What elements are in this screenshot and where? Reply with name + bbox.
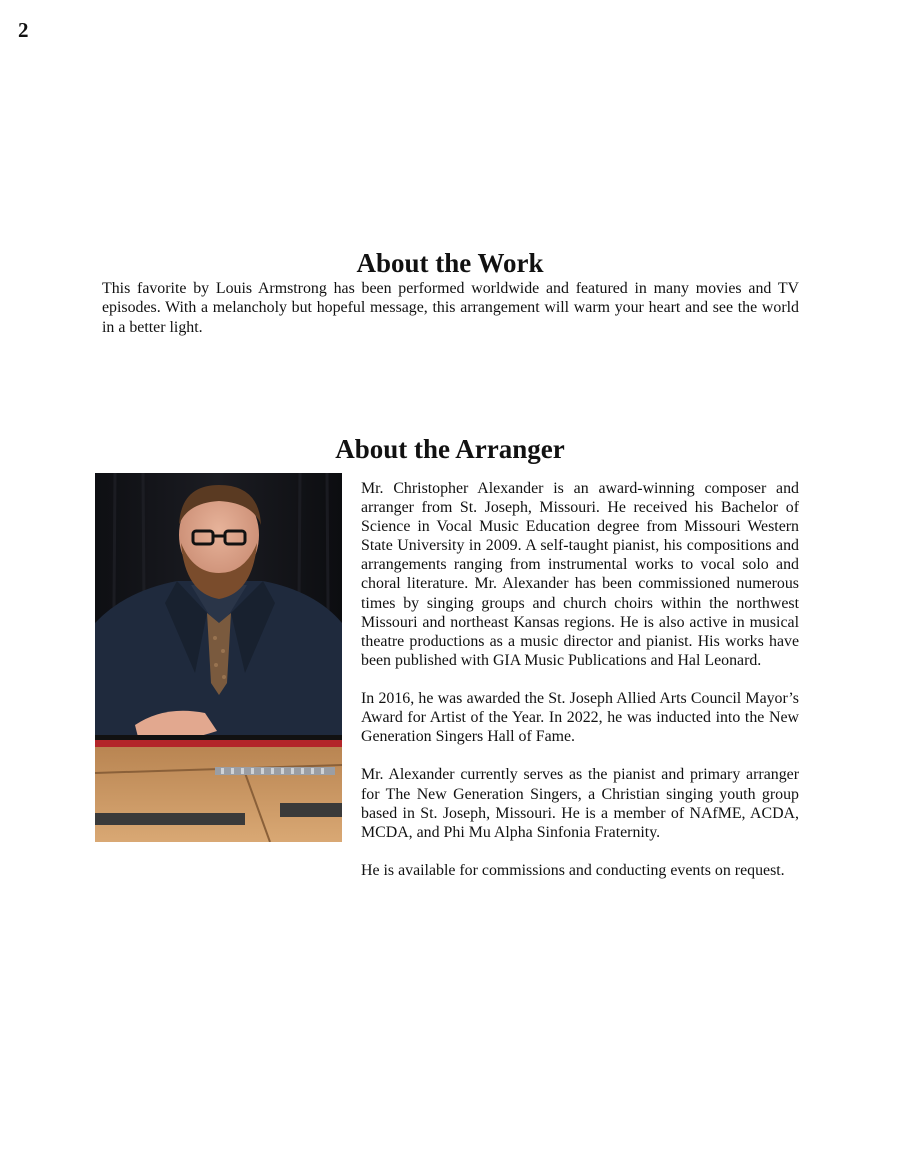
bio-paragraph: Mr. Alexander currently serves as the pianist and primary arranger for The New Generation Singers, a Christian singing youth group based in St. Joseph, Missouri. He is a member of NAfME, ACDA, MCDA, and Phi Mu Alpha Sinfonia Fraternity. (361, 766, 799, 841)
page-number: 2 (18, 18, 29, 42)
arranger-bio (361, 479, 799, 899)
bio-paragraph: He is available for commissions and conducting events on request. (361, 861, 785, 879)
about-work-body: This favorite by Louis Armstrong has been performed worldwide and featured in many movies and TV episodes. With a melancholy but hopeful message, this arrangement will warm your heart and see the world in a better light. (102, 280, 799, 336)
arranger-portrait-icon (95, 473, 342, 842)
bio-paragraph: Mr. Christopher Alexander is an award-winning composer and arranger from St. Joseph, Missouri. He received his Bachelor of Science in Vocal Music Education degree from Missouri Western State University in 2009. A self-taught pianist, his compositions and arrangements ranging from instrumental works to vocal solo and choral literature. Mr. Alexander has been commissioned numerous times by singing groups and church choirs within the northwest Missouri and northeast Kansas regions. He is also active in musical theatre productions as a music director and pianist. His works have been published with GIA Music Publications and Hal Leonard. (361, 480, 799, 669)
arranger-photo (95, 473, 342, 842)
about-work-heading: About the Work (356, 248, 544, 278)
bio-paragraph: In 2016, he was awarded the St. Joseph Allied Arts Council Mayor’s Award for Artist of the Year. In 2022, he was inducted into the New Generation Singers Hall of Fame. (361, 690, 799, 746)
about-arranger-heading: About the Arranger (335, 434, 565, 464)
